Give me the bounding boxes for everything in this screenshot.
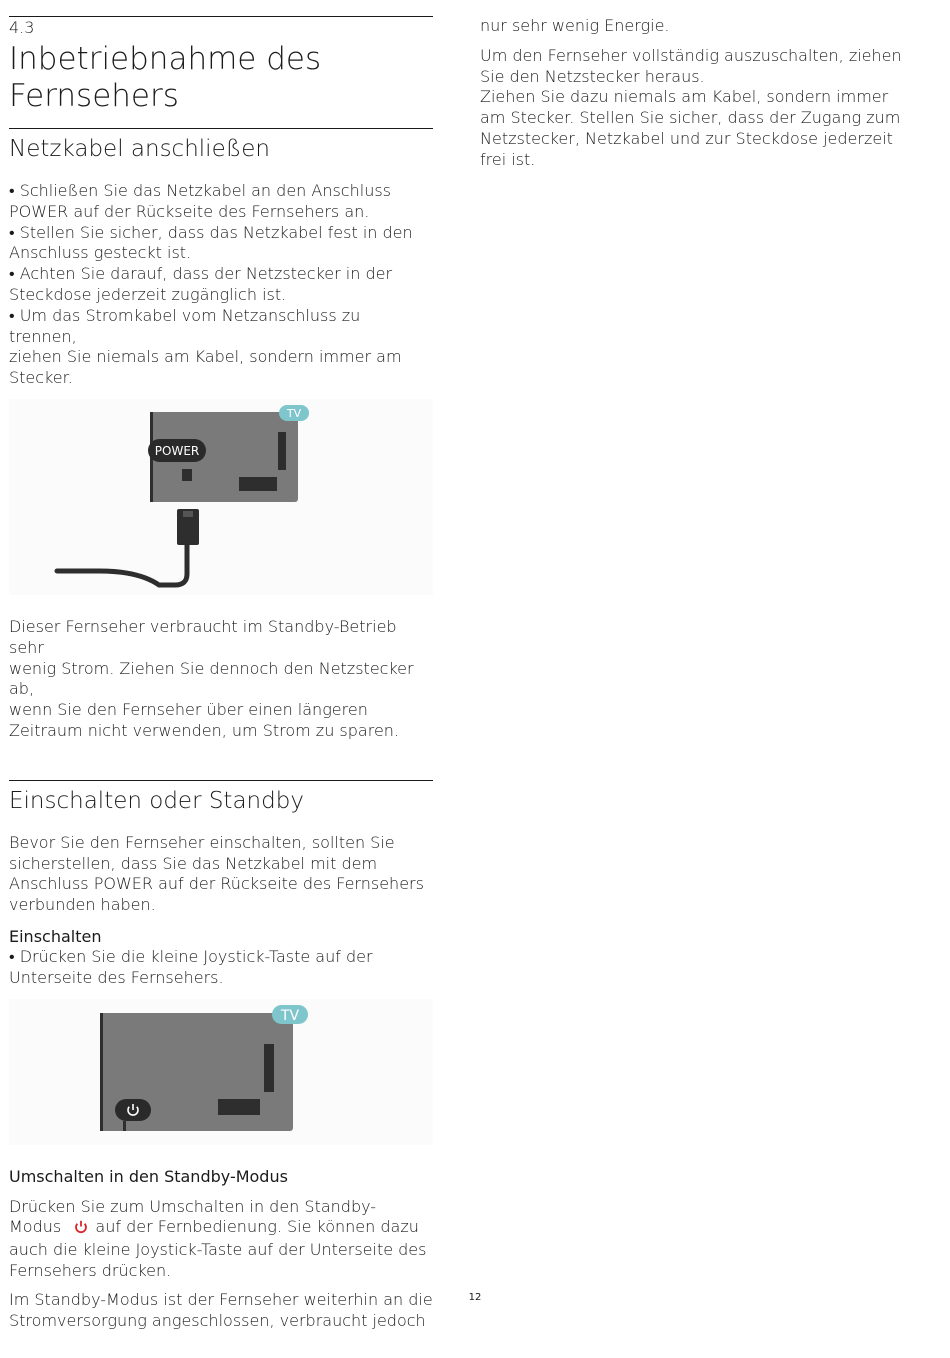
tv-port-vertical	[278, 432, 286, 470]
text-line: wenig Strom. Ziehen Sie dennoch den Netzstecker ab,	[9, 658, 414, 699]
text-line: nur sehr wenig Energie.	[480, 16, 670, 35]
text-line: • Stellen Sie sicher, dass das Netzkabel fest in den	[9, 222, 413, 242]
left-column	[9, 0, 433, 1331]
text-line: Dieser Fernseher verbraucht im Standby-Betrieb sehr	[9, 616, 397, 657]
text-line: • Achten Sie darauf, dass der Netzstecker in der	[9, 264, 393, 284]
text-line: auch die kleine Joystick-Taste auf der Unterseite des	[9, 1240, 427, 1260]
power-label: POWER	[154, 443, 200, 458]
plug-tip	[183, 511, 193, 517]
section-rule	[9, 16, 433, 17]
tv-back-with-cable-graphic	[9, 399, 433, 595]
text-line: am Stecker. Stellen Sie sicher, dass der Zugang zum	[480, 108, 901, 128]
text-line: sicherstellen, dass Sie das Netzkabel mit dem	[9, 853, 378, 873]
chapter-title-line: Inbetriebnahme des	[9, 41, 322, 77]
text-line: Drücken Sie zum Umschalten in den Standby-	[9, 1196, 377, 1216]
text-line: Im Standby-Modus ist der Fernseher weiterhin an die	[9, 1289, 433, 1309]
section-number: 4.3	[9, 18, 35, 37]
tv-badge-label: TV	[286, 406, 302, 420]
text-line	[9, 1217, 433, 1240]
tv-port-vertical	[264, 1044, 274, 1092]
text-line: Sie den Netzstecker heraus.	[480, 66, 705, 86]
standby-paragraph	[9, 1197, 433, 1282]
subsection-title: Einschalten oder Standby	[9, 787, 304, 814]
text-line: • Schließen Sie das Netzkabel an den Anschluss	[9, 181, 391, 200]
unplug-paragraph	[480, 46, 910, 171]
intro-paragraph	[9, 833, 433, 916]
tv-joystick-graphic	[9, 999, 433, 1145]
text-fragment: Modus	[9, 1217, 62, 1237]
text-line: Zeitraum nicht verwenden, um Strom zu sparen.	[9, 720, 400, 740]
text-line: • Um das Stromkabel vom Netzanschluss zu trennen,	[9, 305, 361, 346]
joystick-stem	[123, 1121, 126, 1131]
text-line: Anschluss POWER auf der Rückseite des Fernsehers	[9, 874, 424, 894]
text-line: verbunden haben.	[9, 895, 156, 915]
chapter-title	[9, 41, 433, 115]
text-line: Anschluss gesteckt ist.	[9, 243, 192, 263]
switch-on-instructions	[9, 947, 433, 989]
text-line: frei ist.	[480, 149, 536, 169]
bullet-item	[9, 223, 433, 265]
text-line: Um den Fernseher vollständig auszuschalten, ziehen	[480, 45, 902, 65]
bullet-item	[9, 181, 433, 223]
page-number: 12	[468, 1292, 482, 1303]
text-line: Unterseite des Fernsehers.	[9, 967, 224, 987]
power-socket	[182, 469, 192, 481]
continued-line	[480, 16, 910, 37]
joystick-illustration	[9, 999, 433, 1145]
text-line: Steckdose jederzeit zugänglich ist.	[9, 284, 287, 304]
text-line: POWER auf der Rückseite des Fernsehers an.	[9, 201, 370, 221]
standby-heading: Umschalten in den Standby-Modus	[9, 1166, 288, 1186]
text-line: Fernsehers drücken.	[9, 1260, 172, 1280]
text-line: Ziehen Sie dazu niemals am Kabel, sondern immer	[480, 87, 889, 107]
text-line: Stromversorgung angeschlossen, verbraucht jedoch	[9, 1310, 426, 1330]
tv-port-horizontal	[218, 1099, 260, 1115]
text-line: Bevor Sie den Fernseher einschalten, sollten Sie	[9, 832, 395, 852]
text-line: • Drücken Sie die kleine Joystick-Taste auf der	[9, 946, 373, 966]
text-line: Netzstecker, Netzkabel und zur Steckdose jederzeit	[480, 128, 893, 148]
text-line: wenn Sie den Fernseher über einen längeren	[9, 700, 368, 720]
switch-on-heading: Einschalten	[9, 926, 102, 946]
text-line: ziehen Sie niemals am Kabel, sondern immer am	[9, 347, 402, 367]
standby-note-paragraph	[9, 617, 433, 742]
text-line: Stecker.	[9, 368, 73, 388]
tv-edge	[100, 1013, 103, 1131]
right-column	[480, 0, 910, 171]
bullet-list	[9, 181, 433, 389]
tv-port-horizontal	[239, 477, 277, 491]
power-cable-illustration	[9, 399, 433, 595]
bullet-item	[9, 264, 433, 306]
text-fragment: auf der Fernbedienung. Sie können dazu	[95, 1217, 419, 1237]
power-cable	[57, 545, 187, 585]
bullet-item	[9, 306, 433, 389]
power-icon	[74, 1219, 88, 1240]
subsection-title: Netzkabel anschließen	[9, 136, 270, 162]
chapter-title-line: Fernsehers	[9, 78, 179, 114]
tv-badge-label: TV	[280, 1007, 300, 1024]
